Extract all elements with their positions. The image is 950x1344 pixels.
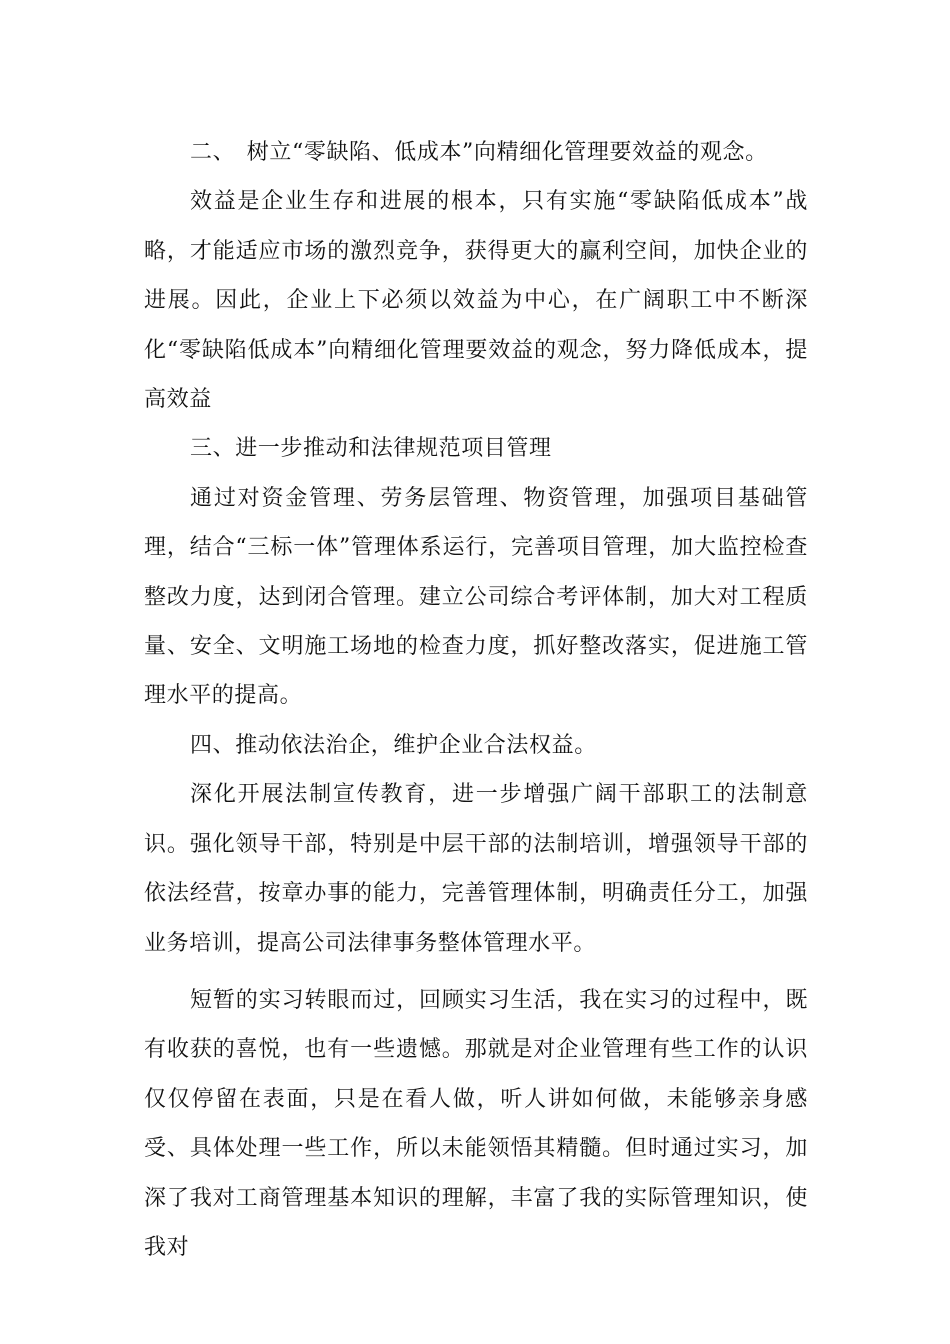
paragraph-project-management: 通过对资金管理、劳务层管理、物资管理，加强项目基础管理，结合“三标一体”管理体系运行，完善项目管理，加大监控检查整改力度，达到闭合管理。建立公司综合考评体制，加大对工程质量、安全、文明施工场地的检查力度，抓好整改落实，促进施工管理水平的提高。 [144,485,808,709]
section-heading-3: 三、进一步推动和法律规范项目管理 [190,436,552,462]
section-heading-4: 四、推动依法治企，维护企业合法权益。 [190,732,597,758]
document-body [144,128,808,1272]
section-heading-2: 二、 树立“零缺陷、低成本”向精细化管理要效益的观念。 [190,140,768,165]
paragraph-internship-reflection: 短暂的实习转眼而过，回顾实习生活，我在实习的过程中，既有收获的喜悦，也有一些遗憾。那就是对企业管理有些工作的认识仅仅停留在表面，只是在看人做，听人讲如何做，未能够亲身感受、具体处理一些工作，所以未能领悟其精髓。但时通过实习，加深了我对工商管理基本知识的理解，丰富了我的实际管理知识，使我对 [144,987,808,1260]
paragraph-legal-education: 深化开展法制宣传教育，进一步增强广阔干部职工的法制意识。强化领导干部，特别是中层干部的法制培训，增强领导干部的依法经营，按章办事的能力，完善管理体制，明确责任分工，加强业务培训，提高公司法律事务整体管理水平。 [144,782,808,956]
paragraph-efficiency: 效益是企业生存和进展的根本，只有实施“零缺陷低成本”战略，才能适应市场的激烈竞争，获得更大的赢利空间，加快企业的进展。因此，企业上下必须以效益为中心，在广阔职工中不断深化“零缺陷低成本”向精细化管理要效益的观念，努力降低成本，提高效益 [144,189,808,413]
